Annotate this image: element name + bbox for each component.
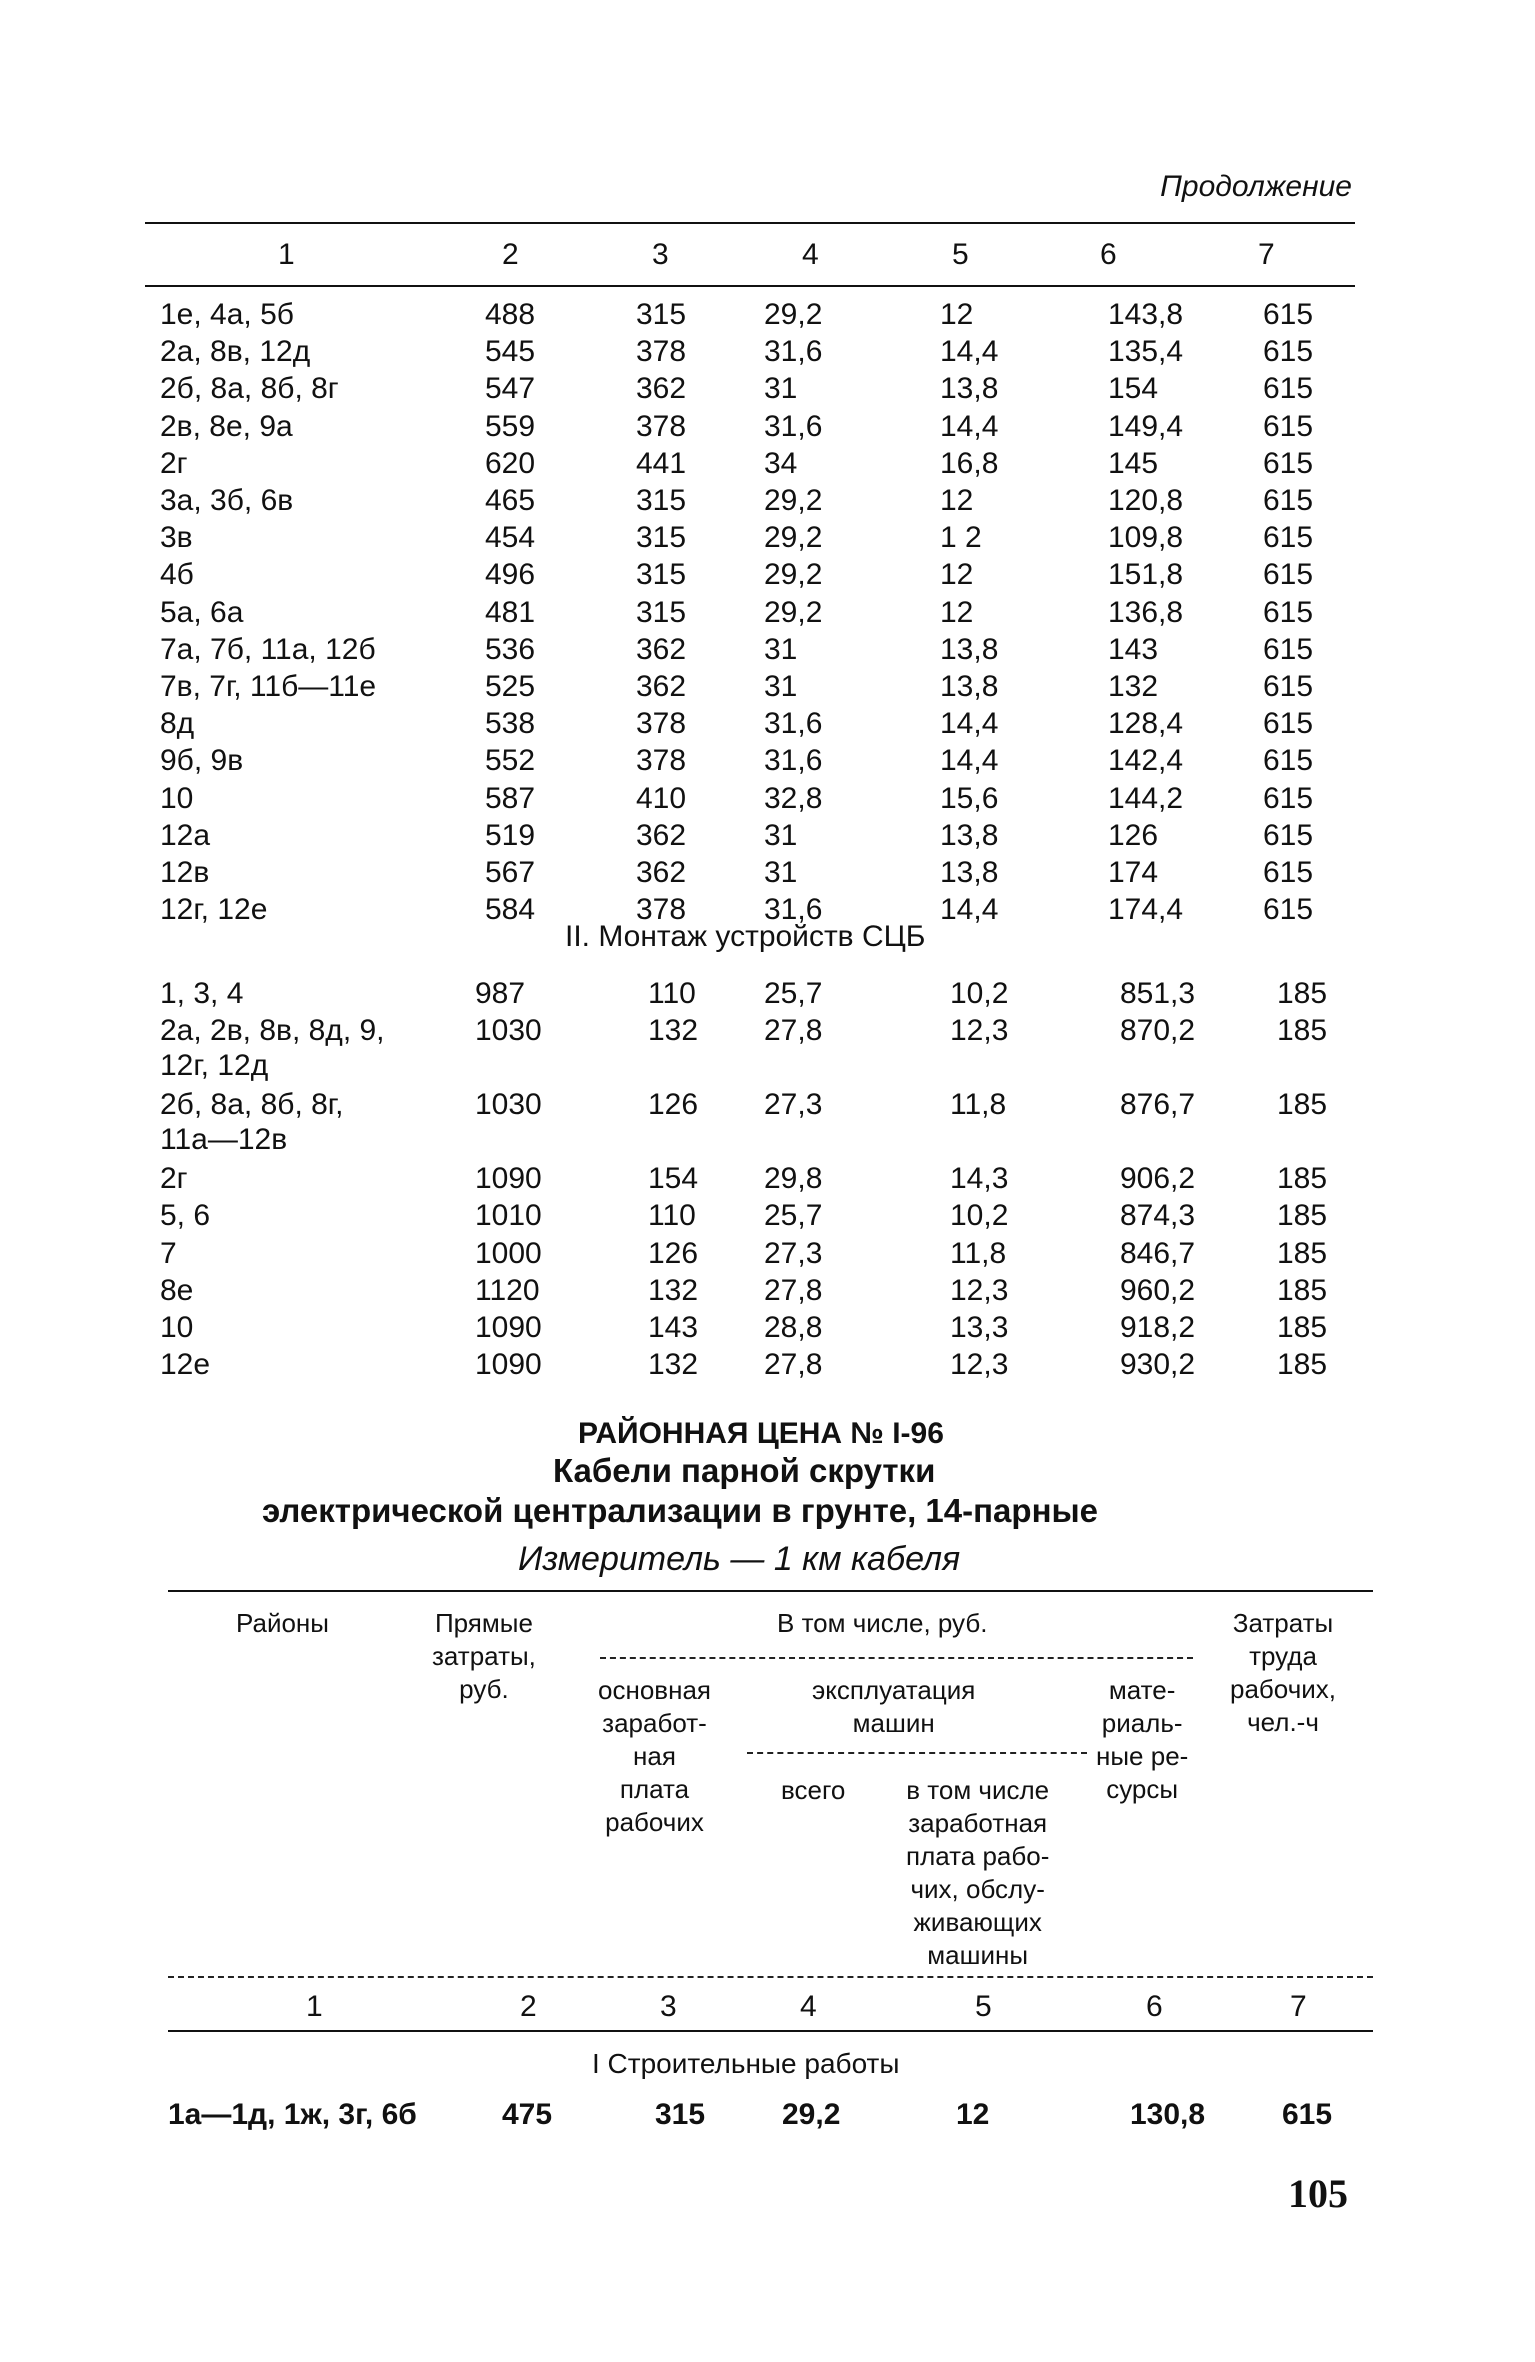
table-cell: 142,4 [1108,744,1184,778]
table-cell: 906,2 [1120,1162,1196,1196]
table2-col-5: 5 [975,1990,992,2023]
table-cell: 31 [764,670,798,703]
table2-cell-labor: 615 [1282,2098,1333,2131]
table-cell: 315 [636,595,687,629]
table-cell: 12е [160,1348,211,1382]
table-row [0,670,1535,708]
table-cell: 27,3 [764,1088,823,1122]
table-cell: 16,8 [940,446,999,480]
table-cell: 378 [636,893,687,927]
header-machines-text: эксплуатация машин [812,1675,976,1738]
table-cell: 11,8 [950,1236,1007,1270]
table-cell: 1120 [475,1273,540,1307]
table-cell: 615 [1263,856,1314,889]
table-cell: 378 [636,335,687,369]
table1-top-rule [145,222,1355,224]
table-cell: 13,8 [940,632,999,666]
table-cell: 7а, 7б, 11а, 12б [160,632,376,666]
table-cell: 14,4 [940,409,999,443]
table-cell: 525 [485,670,536,703]
table-cell: 454 [485,521,536,555]
header-machines [812,1674,975,1740]
table-cell: 136,8 [1108,595,1184,629]
table-cell: 12 [940,484,974,517]
table-cell: 12,3 [950,1273,1009,1307]
table-cell: 362 [636,632,687,666]
table1-col-7: 7 [1258,238,1275,271]
table-cell: 110 [648,977,696,1010]
header-wage [598,1674,711,1839]
table-cell: 5, 6 [160,1199,211,1233]
table-cell: 10 [160,1311,194,1344]
header-direct-costs [432,1607,536,1706]
table-cell: 144,2 [1108,781,1184,815]
table-cell: 14,4 [940,335,999,369]
table-cell: 31,6 [764,335,823,369]
price-subject: Кабели парной скрутки [553,1452,936,1489]
table-cell: 615 [1263,335,1314,369]
table2-header-rule [168,1976,1373,1978]
table-row [0,1199,1535,1237]
table-row [0,410,1535,448]
table-cell: 185 [1277,1273,1328,1307]
table-cell: 29,2 [764,521,823,555]
table-cell: 14,4 [940,707,999,741]
table-cell: 315 [636,298,687,331]
table-cell: 143 [1108,632,1159,666]
table-cell: 12а [160,818,211,852]
table-cell: 1010 [475,1199,542,1233]
table-cell: 132 [648,1348,699,1382]
table-cell: 11а—12в [160,1123,288,1157]
table-cell: 9б, 9в [160,744,244,778]
table-cell: 34 [764,446,798,480]
price-code: РАЙОННАЯ ЦЕНА № I-96 [578,1417,944,1450]
table-cell: 174 [1108,856,1159,889]
table2-numbers-rule [168,2030,1373,2032]
table-cell: 126 [1108,818,1159,852]
table-cell: 846,7 [1120,1236,1196,1270]
table-cell: 12 [940,595,974,629]
header-labor [1230,1607,1336,1739]
table-cell: 2в, 8е, 9а [160,409,293,443]
table-cell: 496 [485,558,536,592]
table-row [0,1311,1535,1349]
table-row [0,1088,1535,1126]
table-cell: 154 [1108,372,1159,406]
table-row [0,1237,1535,1275]
table-cell: 13,8 [940,856,999,889]
table2-col-1: 1 [306,1990,323,2023]
table-cell: 128,4 [1108,707,1184,741]
table-cell: 3в [160,521,193,555]
header-including: В том числе, руб. [777,1608,988,1638]
table-cell: 545 [485,335,536,369]
table-cell: 315 [636,558,687,592]
table-cell: 362 [636,670,687,703]
table-cell: 132 [648,1273,699,1307]
table-cell: 10,2 [950,977,1009,1010]
table-cell: 315 [636,521,687,555]
table-cell: 27,8 [764,1273,823,1307]
table-cell: 615 [1263,298,1314,331]
table-cell: 12 [940,298,974,331]
table-row [0,707,1535,745]
table-cell: 13,8 [940,818,999,852]
table-cell: 135,4 [1108,335,1184,369]
table-cell: 378 [636,744,687,778]
header-direct-costs-text: Прямые затраты, руб. [432,1608,536,1704]
table2-cell-machines-wage: 12 [956,2098,990,2131]
header-including-rule [600,1657,1193,1659]
table-cell: 31,6 [764,707,823,741]
table-cell: 29,2 [764,558,823,592]
table-cell: 1030 [475,1088,542,1122]
table-cell: 31,6 [764,744,823,778]
table-cell: 615 [1263,409,1314,443]
table-cell: 4б [160,558,194,592]
table-cell: 7 [160,1236,177,1270]
table-cell: 441 [636,446,687,480]
table-cell: 2г [160,1162,188,1196]
table-cell: 870,2 [1120,1014,1196,1048]
table-cell: 27,3 [764,1236,823,1270]
table-cell: 615 [1263,744,1314,778]
table-cell: 185 [1277,1311,1328,1344]
table2-cell-materials: 130,8 [1130,2098,1206,2131]
table-cell: 584 [485,893,536,927]
table-row [0,1348,1535,1386]
table-cell: 362 [636,372,687,406]
table-cell: 11,8 [950,1088,1007,1122]
table-cell: 27,8 [764,1348,823,1382]
table-cell: 1е, 4а, 5б [160,298,294,331]
table2-col-7: 7 [1290,1990,1307,2023]
table-cell: 12,3 [950,1014,1009,1048]
table-cell: 2б, 8а, 8б, 8г [160,372,339,406]
table-cell: 615 [1263,818,1314,852]
table2-cell-district: 1а—1д, 1ж, 3г, 6б [168,2098,417,2131]
table-cell: 930,2 [1120,1348,1196,1382]
table-cell: 29,2 [764,595,823,629]
table-cell: 132 [1108,670,1159,703]
table-cell: 615 [1263,781,1314,815]
table1-col-2: 2 [502,238,519,271]
table-cell: 28,8 [764,1311,823,1344]
table-cell: 567 [485,856,536,889]
table-cell: 132 [648,1014,699,1048]
table-cell: 13,3 [950,1311,1009,1344]
table-cell: 615 [1263,707,1314,741]
table-row [0,1014,1535,1052]
table-cell: 8д [160,707,195,741]
table-cell: 362 [636,818,687,852]
table-cell: 154 [648,1162,699,1196]
table-cell: 12г, 12д [160,1049,269,1083]
table-cell: 378 [636,707,687,741]
table-cell: 918,2 [1120,1311,1196,1344]
section-title-construction: I Строительные работы [592,2048,900,2079]
table2-cell-wage: 315 [655,2098,706,2131]
table-cell: 126 [648,1236,699,1270]
table-cell: 13,8 [940,670,999,703]
table-cell: 25,7 [764,977,823,1010]
table1-header-rule [145,285,1355,287]
table-cell: 185 [1277,1014,1328,1048]
table-cell: 25,7 [764,1199,823,1233]
table-row-continuation [0,1049,1535,1087]
table-cell: 120,8 [1108,484,1184,517]
table-cell: 552 [485,744,536,778]
table-cell: 14,4 [940,893,999,927]
table-cell: 615 [1263,893,1314,927]
table-cell: 481 [485,595,536,629]
header-incl-wage [906,1774,1049,1972]
table-cell: 14,3 [950,1162,1009,1196]
table-row [0,633,1535,671]
table-cell: 2а, 8в, 12д [160,335,311,369]
table-cell: 145 [1108,446,1159,480]
table-row [0,819,1535,857]
table-cell: 29,2 [764,484,823,517]
table2-cell-direct: 475 [502,2098,553,2131]
table-cell: 465 [485,484,536,517]
table-cell: 620 [485,446,536,480]
table-row [0,856,1535,894]
table-row [0,1274,1535,1312]
table-cell: 110 [648,1199,696,1233]
table-cell: 32,8 [764,781,823,815]
table-cell: 149,4 [1108,409,1184,443]
table-cell: 615 [1263,484,1314,517]
table-cell: 151,8 [1108,558,1184,592]
table-cell: 29,2 [764,298,823,331]
table-cell: 615 [1263,372,1314,406]
table-cell: 174,4 [1108,893,1184,927]
table-cell: 31,6 [764,893,823,927]
table-row-continuation [0,1123,1535,1161]
table-cell: 547 [485,372,536,406]
table-cell: 5а, 6а [160,595,244,629]
table-cell: 615 [1263,670,1314,703]
table-cell: 13,8 [940,372,999,406]
table2-top-rule [168,1590,1373,1592]
table-cell: 143 [648,1311,699,1344]
table-row [0,558,1535,596]
table2-cell-machines-total: 29,2 [782,2098,841,2131]
measure-unit: Измеритель — 1 км кабеля [518,1540,961,1578]
table-cell: 14,4 [940,744,999,778]
table-cell: 185 [1277,1199,1328,1233]
table-cell: 31 [764,632,798,666]
table2-col-6: 6 [1146,1990,1163,2023]
table-cell: 615 [1263,446,1314,480]
table-row [0,372,1535,410]
table-cell: 876,7 [1120,1088,1196,1122]
table-cell: 1000 [475,1236,542,1270]
header-total: всего [781,1775,846,1805]
table-cell: 378 [636,409,687,443]
section-title-signalling: II. Монтаж устройств СЦБ [565,920,926,953]
table-cell: 1090 [475,1311,542,1344]
table-cell: 185 [1277,1348,1328,1382]
table-cell: 185 [1277,1088,1328,1122]
table1-col-4: 4 [802,238,819,271]
page-number: 105 [1288,2171,1348,2216]
table-cell: 12 [940,558,974,592]
table-cell: 315 [636,484,687,517]
table-cell: 8е [160,1273,194,1307]
table-cell: 143,8 [1108,298,1184,331]
table-row [0,596,1535,634]
table1-col-5: 5 [952,238,969,271]
table-cell: 960,2 [1120,1273,1196,1307]
table-cell: 10,2 [950,1199,1009,1233]
table-cell: 27,8 [764,1014,823,1048]
table-row [0,782,1535,820]
header-materials [1096,1674,1188,1806]
table-cell: 12в [160,856,210,889]
table-cell: 1, 3, 4 [160,977,244,1010]
table-cell: 31 [764,372,798,406]
table-cell: 615 [1263,558,1314,592]
header-districts: Районы [236,1608,329,1638]
continuation-label: Продолжение [1160,170,1352,203]
table-cell: 2г [160,446,188,480]
table-cell: 185 [1277,1162,1328,1196]
table-cell: 538 [485,707,536,741]
table-cell: 615 [1263,632,1314,666]
table-cell: 874,3 [1120,1199,1196,1233]
table1-col-3: 3 [652,238,669,271]
table-cell: 1 2 [940,521,982,555]
table-row [0,298,1535,336]
table-row [0,977,1535,1015]
header-incl-wage-text: в том числе заработная плата рабо- чих, обслу- живающих машины [906,1775,1050,1970]
table2-col-4: 4 [800,1990,817,2023]
table-cell: 1030 [475,1014,542,1048]
table-cell: 536 [485,632,536,666]
table-cell: 10 [160,781,194,815]
table-cell: 559 [485,409,536,443]
table-cell: 410 [636,781,687,815]
table-row [0,744,1535,782]
table-cell: 126 [648,1088,699,1122]
table-cell: 3а, 3б, 6в [160,484,294,517]
table-cell: 185 [1277,1236,1328,1270]
table-cell: 109,8 [1108,521,1184,555]
header-materials-text: мате- риаль- ные ре- сурсы [1096,1675,1189,1804]
table-cell: 31,6 [764,409,823,443]
table-cell: 587 [485,781,536,815]
table-cell: 31 [764,856,798,889]
table-cell: 12,3 [950,1348,1009,1382]
table2-col-2: 2 [520,1990,537,2023]
table-cell: 987 [475,977,526,1010]
table-cell: 7в, 7г, 11б—11е [160,670,377,703]
table-cell: 615 [1263,595,1314,629]
table-cell: 1090 [475,1162,542,1196]
header-machines-rule [747,1752,1087,1754]
price-subject-detail: электрической централизации в грунте, 14-парные [262,1492,1099,1529]
table-cell: 15,6 [940,781,999,815]
table-cell: 615 [1263,521,1314,555]
table1-col-1: 1 [278,238,295,271]
table-cell: 31 [764,818,798,852]
table-row [0,335,1535,373]
header-labor-text: Затраты труда рабочих, чел.-ч [1230,1608,1336,1737]
table-cell: 851,3 [1120,977,1196,1010]
table-cell: 362 [636,856,687,889]
table-row [0,521,1535,559]
table-cell: 12г, 12е [160,893,268,927]
table-cell: 2б, 8а, 8б, 8г, [160,1088,344,1122]
table-cell: 29,8 [764,1162,823,1196]
table-cell: 488 [485,298,536,331]
table-cell: 185 [1277,977,1328,1010]
table-row [0,1162,1535,1200]
header-wage-text: основная заработ- ная плата рабочих [598,1675,711,1837]
table-cell: 519 [485,818,536,852]
table-row [0,484,1535,522]
table1-col-6: 6 [1100,238,1117,271]
table-cell: 1090 [475,1348,542,1382]
table2-col-3: 3 [660,1990,677,2023]
table-row [0,447,1535,485]
table-cell: 2а, 2в, 8в, 8д, 9, [160,1014,385,1048]
